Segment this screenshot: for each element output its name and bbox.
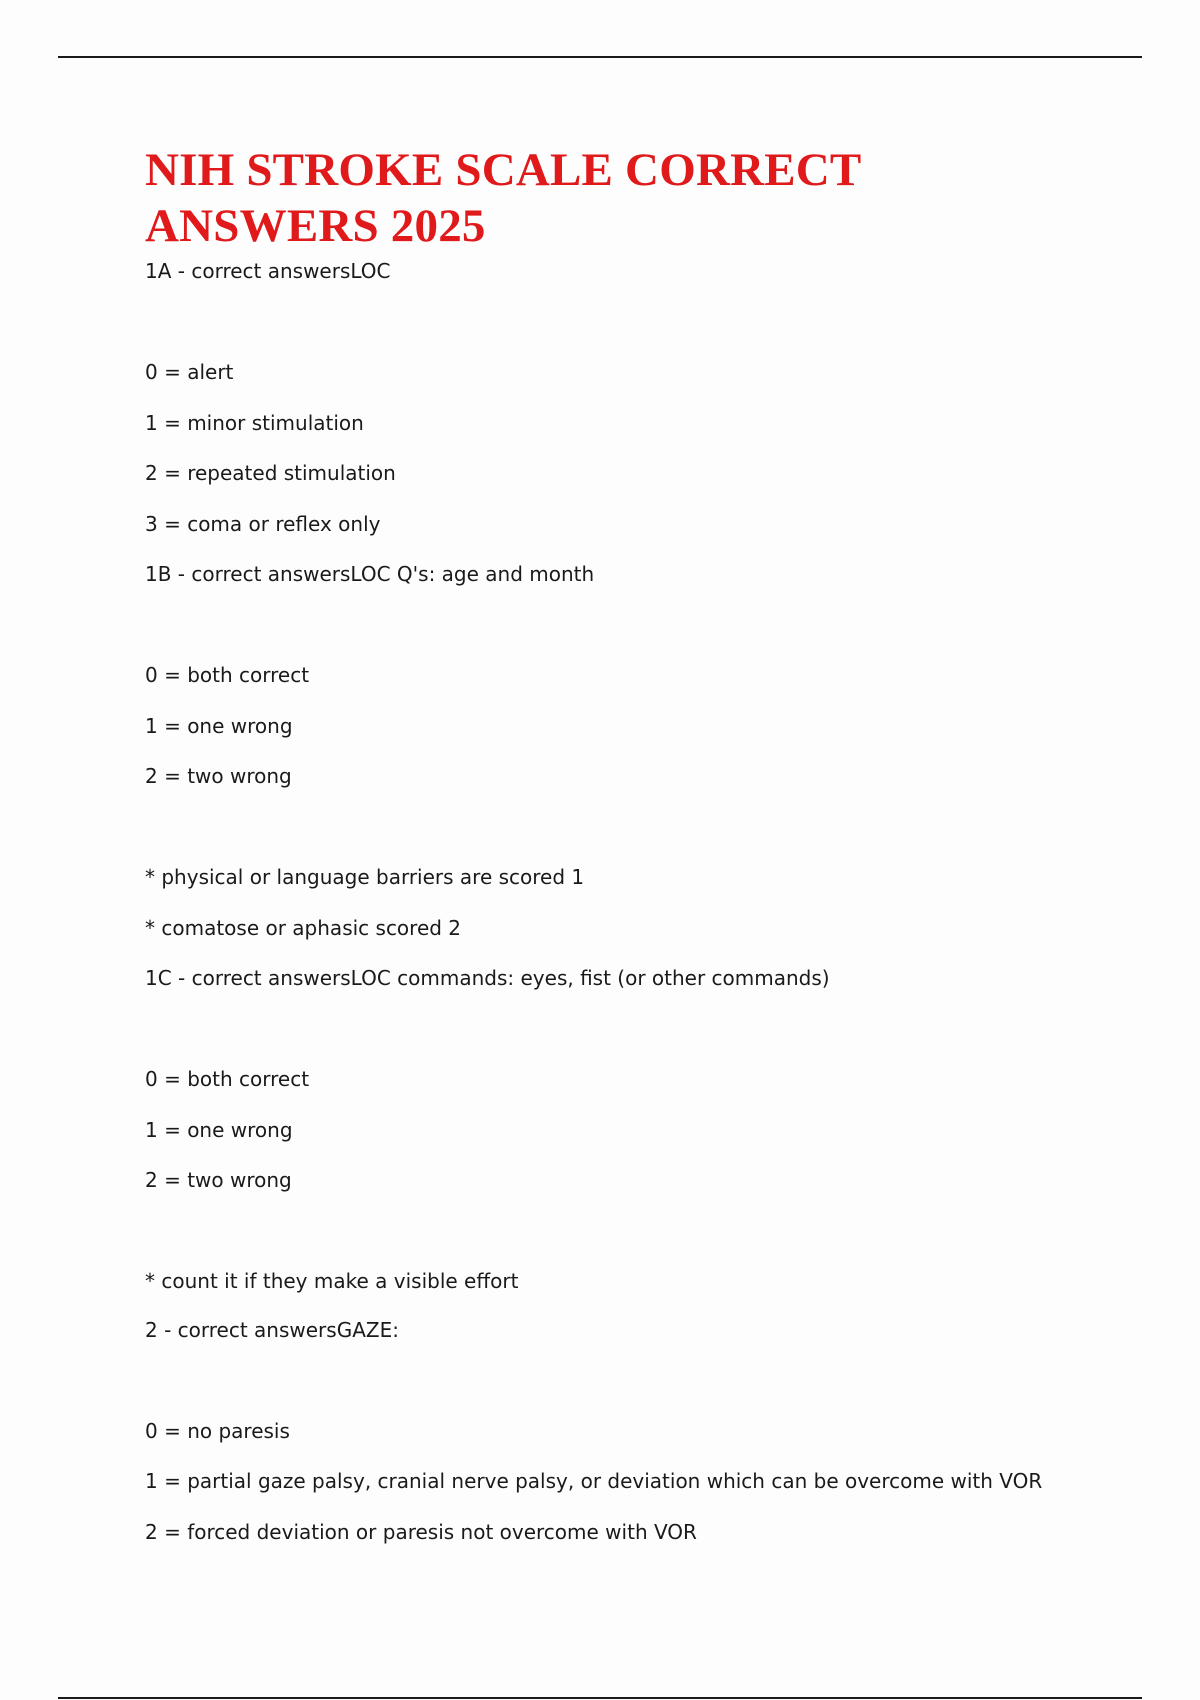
list-item: 1 = one wrong: [145, 1118, 293, 1142]
list-item: 1 = minor stimulation: [145, 411, 364, 435]
top-rule: [58, 56, 1142, 58]
section-heading-1c: 1C - correct answersLOC commands: eyes, fist (or other commands): [145, 966, 830, 990]
note-item: * comatose or aphasic scored 2: [145, 916, 462, 940]
list-item: 2 = forced deviation or paresis not overcome with VOR: [145, 1520, 697, 1544]
note-item: * physical or language barriers are scored 1: [145, 865, 585, 889]
list-item: 0 = alert: [145, 360, 234, 384]
list-item: 0 = both correct: [145, 1067, 310, 1091]
list-item: 0 = no paresis: [145, 1419, 290, 1443]
list-item: 0 = both correct: [145, 663, 310, 687]
list-item: 3 = coma or reflex only: [145, 512, 381, 536]
list-item: 1 = partial gaze palsy, cranial nerve palsy, or deviation which can be overcome with VOR: [145, 1469, 1043, 1493]
bottom-rule: [58, 1697, 1142, 1699]
section-heading-1b: 1B - correct answersLOC Q's: age and month: [145, 562, 595, 586]
list-item: 1 = one wrong: [145, 714, 293, 738]
section-heading-1a: 1A - correct answersLOC: [145, 259, 391, 283]
document-title: [145, 142, 1095, 254]
list-item: 2 = repeated stimulation: [145, 461, 396, 485]
list-item: 2 = two wrong: [145, 764, 292, 788]
title-line-2: ANSWERS 2025: [145, 200, 486, 252]
title-line-1: NIH STROKE SCALE CORRECT: [145, 144, 862, 196]
section-heading-2: 2 - correct answersGAZE:: [145, 1318, 399, 1342]
note-item: * count it if they make a visible effort: [145, 1269, 519, 1293]
list-item: 2 = two wrong: [145, 1168, 292, 1192]
